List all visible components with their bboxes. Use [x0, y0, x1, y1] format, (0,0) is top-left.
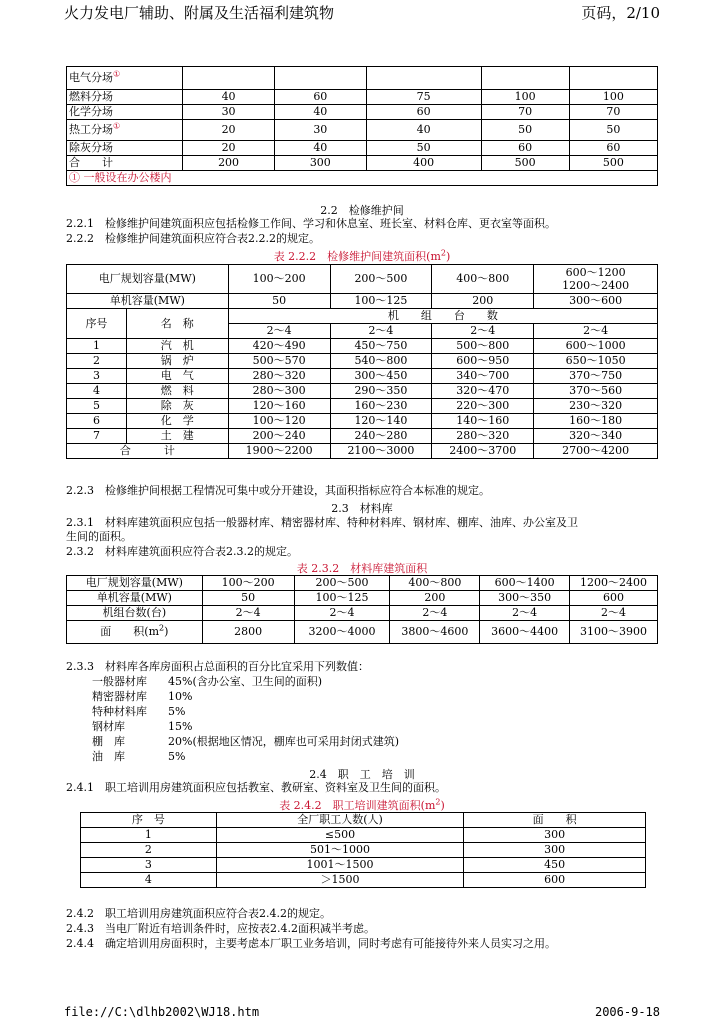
table-cell: 除灰分场 [67, 141, 183, 156]
table-cell: 60 [366, 105, 481, 120]
table-cell: 600～1400 [480, 576, 570, 591]
page-header [64, 0, 660, 22]
table-cell: 6 [67, 414, 127, 429]
table-cell: 1900～2200 [228, 444, 330, 459]
table-cell: 300～350 [480, 591, 570, 606]
table-cell: 50 [228, 294, 330, 309]
table-cell: 2～4 [432, 324, 534, 339]
table-cell: 200～500 [294, 576, 390, 591]
table-cell: 面 积 [464, 813, 646, 828]
table-cell: 220～300 [432, 399, 534, 414]
table-cell: 100～200 [202, 576, 294, 591]
table-row [67, 141, 658, 156]
paragraph-2-4-3: 2.4.3 当电厂附近有培训条件时，应按表2.4.2面积减半考虑。 [66, 922, 375, 935]
page-number: 页码，2/10 [581, 4, 660, 22]
table-cell: 600～950 [432, 354, 534, 369]
table-cell: 2～4 [294, 606, 390, 621]
table-cell: 100～125 [294, 591, 390, 606]
page-footer [64, 1005, 660, 1019]
table-cell: 120～160 [228, 399, 330, 414]
top-table-body [67, 67, 658, 186]
table-cell: 电厂规划容量(MW) [67, 576, 203, 591]
table-cell: 机 组 台 数 [228, 309, 657, 324]
table-note: ① 一般设在办公楼内 [67, 171, 658, 186]
file-path: file://C:\dlhb2002\WJ18.htm [64, 1005, 260, 1019]
table-row [67, 354, 658, 369]
table-row [81, 813, 646, 828]
table-cell: 2～4 [202, 606, 294, 621]
table-cell: 2 [67, 354, 127, 369]
table-cell: 200 [390, 591, 480, 606]
table-row [67, 309, 658, 324]
table-cell: 450 [464, 858, 646, 873]
table-cell: 3800～4600 [390, 621, 480, 644]
table-row [67, 576, 658, 591]
table-2-4-2 [80, 812, 646, 888]
table-cell: 600 [570, 591, 658, 606]
list-item: 钢材库 15% [92, 720, 193, 733]
table-cell: 500～570 [228, 354, 330, 369]
table-cell: 300～600 [534, 294, 658, 309]
table-cell: 300～450 [330, 369, 432, 384]
table-cell: 500 [481, 156, 569, 171]
table-cell: 3 [81, 858, 217, 873]
table-cell: 160～230 [330, 399, 432, 414]
table-cell: 40 [274, 141, 366, 156]
table-2-3-2 [66, 575, 658, 644]
table-cell: 600～1200 1200～2400 [534, 265, 658, 294]
table-cell: 100～125 [330, 294, 432, 309]
table-cell: 30 [274, 120, 366, 141]
table-cell: 160～180 [534, 414, 658, 429]
table-cell: 501～1000 [216, 843, 464, 858]
table-cell: 50 [366, 141, 481, 156]
table-cell: 锅 炉 [126, 354, 228, 369]
table-row [67, 384, 658, 399]
table-cell: 合 计 [67, 156, 183, 171]
table-cell: 30 [183, 105, 275, 120]
table-row [81, 843, 646, 858]
table-cell: 200 [183, 156, 275, 171]
table-cell: 化 学 [126, 414, 228, 429]
table-cell: 100 [481, 90, 569, 105]
table-cell: 燃 料 [126, 384, 228, 399]
table-caption-2-3-2: 表 2.3.2 材料库建筑面积 [296, 562, 428, 575]
table-row [81, 873, 646, 888]
table-cell: 320～340 [534, 429, 658, 444]
table-cell [481, 67, 569, 90]
table-cell: 2800 [202, 621, 294, 644]
table-caption-2-4-2: 表 2.4.2 职工培训建筑面积$(m^2)$ [279, 797, 445, 812]
paragraph-2-2-3: 2.2.3 检修维护间根据工程情况可集中或分开建设，其面积指标应符合本标准的规定。 [66, 484, 490, 497]
table-cell: 2～4 [480, 606, 570, 621]
table-cell: 单机容量(MW) [67, 294, 229, 309]
top-table [66, 66, 658, 186]
table-row [67, 399, 658, 414]
section-heading-2-3: 2.3 材料库 [331, 502, 393, 515]
table-cell [366, 67, 481, 90]
table-row [67, 621, 658, 644]
table-2-2-2 [66, 264, 658, 459]
table-row [67, 156, 658, 171]
table-cell: 600 [464, 873, 646, 888]
table-cell: 50 [569, 120, 657, 141]
table-cell: 280～300 [228, 384, 330, 399]
table-cell: 200 [432, 294, 534, 309]
table-cell: 1 [67, 339, 127, 354]
table-cell: 单机容量(MW) [67, 591, 203, 606]
table-cell: 2～4 [570, 606, 658, 621]
table-cell: 1 [81, 828, 217, 843]
table-cell: 40 [366, 120, 481, 141]
table-cell [183, 67, 275, 90]
table-cell: 电 气 [126, 369, 228, 384]
table-row [67, 120, 658, 141]
list-item: 一般器材库 45%(含办公室、卫生间的面积) [92, 675, 323, 688]
table-cell: 75 [366, 90, 481, 105]
table-cell: 2～4 [228, 324, 330, 339]
table-cell: 320～470 [432, 384, 534, 399]
table-cell: 300 [464, 828, 646, 843]
table-cell: 400 [366, 156, 481, 171]
table-cell: 120～140 [330, 414, 432, 429]
table-row [67, 265, 658, 294]
table-cell: 370～560 [534, 384, 658, 399]
table-cell: 450～750 [330, 339, 432, 354]
table-cell: 面 积$(m^2)$ [67, 621, 203, 644]
table-cell: 290～350 [330, 384, 432, 399]
table-cell: 机组台数(台) [67, 606, 203, 621]
table-cell: 燃料分场 [67, 90, 183, 105]
table-cell: 3200～4000 [294, 621, 390, 644]
table-cell: 序号 [67, 309, 127, 339]
table-cell: 2100～3000 [330, 444, 432, 459]
table-cell: 400～800 [432, 265, 534, 294]
table-cell: 70 [569, 105, 657, 120]
table-cell: 600～1000 [534, 339, 658, 354]
table-cell: 280～320 [228, 369, 330, 384]
paragraph-2-4-4: 2.4.4 确定培训用房面积时，主要考虑本厂职工业务培训，同时考虑有可能接待外来人员实习之用。 [66, 937, 556, 950]
table-cell: 240～280 [330, 429, 432, 444]
table-cell: 3600～4400 [480, 621, 570, 644]
table-cell: 100 [569, 90, 657, 105]
table-row [81, 858, 646, 873]
table-cell: 420～490 [228, 339, 330, 354]
table-cell: 4 [67, 384, 127, 399]
table-cell: 500～800 [432, 339, 534, 354]
table-cell: 3 [67, 369, 127, 384]
table-cell: 1001～1500 [216, 858, 464, 873]
table-row [67, 369, 658, 384]
table-cell: 300 [274, 156, 366, 171]
table-cell: 500 [569, 156, 657, 171]
table-row [67, 429, 658, 444]
table-cell: 400～800 [390, 576, 480, 591]
list-item: 油 库 5% [92, 750, 186, 763]
table-cell: 3100～3900 [570, 621, 658, 644]
table-cell: ≤500 [216, 828, 464, 843]
table-cell: 650～1050 [534, 354, 658, 369]
table-cell: ＞1500 [216, 873, 464, 888]
paragraph-2-2-1: 2.2.1 检修维护间建筑面积应包括检修工作间、学习和休息室、班长室、材料仓库、更衣室等面积。 [66, 217, 556, 230]
table-cell: 230～320 [534, 399, 658, 414]
table-cell: 化学分场 [67, 105, 183, 120]
table-cell: 2～4 [330, 324, 432, 339]
table-row [67, 105, 658, 120]
table-cell: 60 [274, 90, 366, 105]
table-row [67, 591, 658, 606]
table-cell: 土 建 [126, 429, 228, 444]
table-cell: 2700～4200 [534, 444, 658, 459]
paragraph-2-3-2: 2.3.2 材料库建筑面积应符合表2.3.2的规定。 [66, 545, 298, 558]
table-row [67, 606, 658, 621]
table-row [67, 294, 658, 309]
table-cell: 340～700 [432, 369, 534, 384]
table-cell: 1200～2400 [570, 576, 658, 591]
print-date: 2006-9-18 [594, 1005, 660, 1019]
section-heading-2-2: 2.2 检修维护间 [320, 204, 404, 217]
table-cell: 名 称 [126, 309, 228, 339]
table-cell: 2 [81, 843, 217, 858]
table-row [67, 339, 658, 354]
table-row [67, 67, 658, 90]
table-cell: 2400～3700 [432, 444, 534, 459]
table-cell: 540～800 [330, 354, 432, 369]
table-cell: 4 [81, 873, 217, 888]
table-cell: 2～4 [534, 324, 658, 339]
list-item: 特种材料库 5% [92, 705, 186, 718]
table-cell: 70 [481, 105, 569, 120]
table-row [67, 444, 658, 459]
table-cell: 100～120 [228, 414, 330, 429]
table-cell: 40 [183, 90, 275, 105]
table-cell: 电厂规划容量(MW) [67, 265, 229, 294]
paragraph-2-3-1: 2.3.1 材料库建筑面积应包括一般器材库、精密器材库、特种材料库、钢材库、棚库、油库、办公室及卫 [66, 516, 578, 529]
table-cell: 50 [481, 120, 569, 141]
table-cell: 200～240 [228, 429, 330, 444]
paragraph-2-3-3: 2.3.3 材料库各库房面积占总面积的百分比宜采用下列数值： [66, 660, 369, 673]
table-cell: 20 [183, 120, 275, 141]
table-cell: 5 [67, 399, 127, 414]
table-cell: 60 [569, 141, 657, 156]
table-cell: 50 [202, 591, 294, 606]
document-title: 火力发电厂辅助、附属及生活福利建筑物 [64, 4, 335, 22]
table-cell: 合 计 [67, 444, 229, 459]
table-cell: 60 [481, 141, 569, 156]
table-cell: 全厂职工人数(人) [216, 813, 464, 828]
paragraph-2-4-1: 2.4.1 职工培训用房建筑面积应包括教室、教研室、资料室及卫生间的面积。 [66, 781, 446, 794]
table-cell: 2～4 [390, 606, 480, 621]
paragraph-2-3-1-cont: 生间的面积。 [66, 530, 132, 543]
table-cell: 280～320 [432, 429, 534, 444]
table-cell: 热工分场① [67, 120, 183, 141]
table-cell: 汽 机 [126, 339, 228, 354]
table-cell: 除 灰 [126, 399, 228, 414]
table-cell: 40 [274, 105, 366, 120]
table-cell: 7 [67, 429, 127, 444]
table-cell: 200～500 [330, 265, 432, 294]
table-cell [274, 67, 366, 90]
table-cell: 序 号 [81, 813, 217, 828]
section-heading-2-4: 2.4 职 工 培 训 [309, 768, 415, 781]
table-cell: 电气分场① [67, 67, 183, 90]
table-cell: 300 [464, 843, 646, 858]
list-item: 棚 库 20%(根据地区情况，棚库也可采用封闭式建筑) [92, 735, 400, 748]
table-row [81, 828, 646, 843]
table-cell: 370～750 [534, 369, 658, 384]
table-cell: 100～200 [228, 265, 330, 294]
table-cell [569, 67, 657, 90]
table-caption-2-2-2: 表 2.2.2 检修维护间建筑面积$(m^2)$ [273, 248, 451, 263]
table-note-row [67, 171, 658, 186]
paragraph-2-2-2: 2.2.2 检修维护间建筑面积应符合表2.2.2的规定。 [66, 232, 320, 245]
table-row [67, 414, 658, 429]
table-cell: 20 [183, 141, 275, 156]
table-row [67, 90, 658, 105]
table-cell: 140～160 [432, 414, 534, 429]
list-item: 精密器材库 10% [92, 690, 193, 703]
paragraph-2-4-2: 2.4.2 职工培训用房建筑面积应符合表2.4.2的规定。 [66, 907, 331, 920]
